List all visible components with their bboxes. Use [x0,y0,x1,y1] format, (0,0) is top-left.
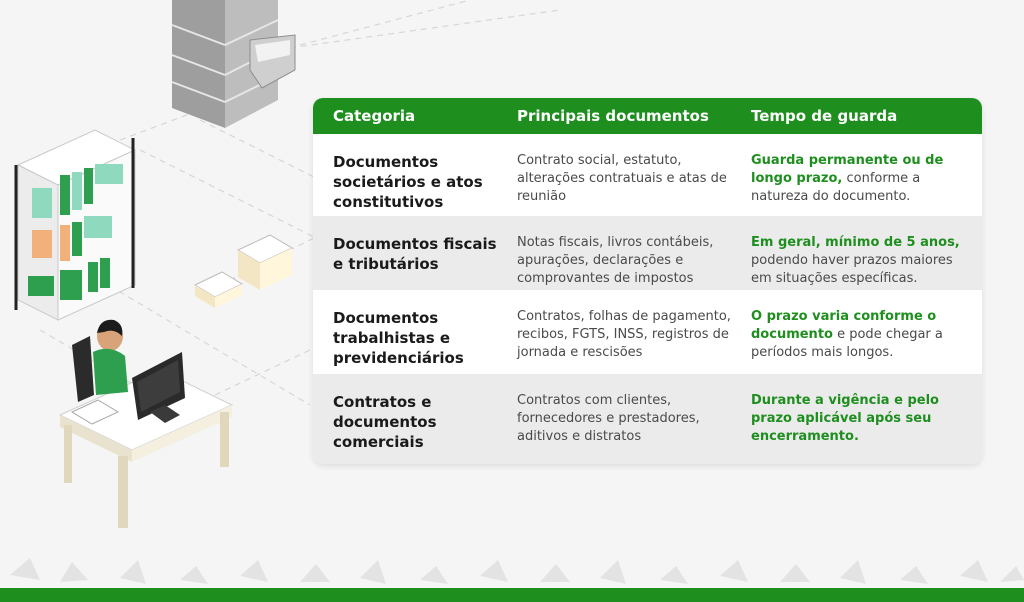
row-documentos: Contrato social, estatuto, alterações contratuais e atas de reunião [517,153,727,204]
tempo-destaque: Guarda permanente ou de longo prazo, [751,153,944,186]
row-categoria: Documentos fiscais e tributários [333,235,497,273]
tempo-destaque: Em geral, mínimo de 5 anos, [751,235,960,250]
header-tempo-de-guarda: Tempo de guarda [751,107,898,125]
filing-cabinet-icon [172,0,295,128]
tempo-destaque: Durante a vigência e pelo prazo aplicável após seu encerramento. [751,393,939,444]
tempo-resto: podendo haver prazos maiores em situações específicas. [751,253,953,286]
table-row [313,374,982,464]
tempo-destaque: O prazo varia conforme o documento [751,309,937,342]
row-tempo-de-guarda [751,308,976,362]
document-retention-table [313,98,982,464]
table-row [313,290,982,374]
table-row [313,216,982,290]
row-categoria: Documentos trabalhistas e previdenciários [333,309,464,367]
row-documentos: Contratos, folhas de pagamento, recibos, FGTS, INSS, registros de jornada e rescisões [517,309,731,360]
tempo-resto: conforme a natureza do documento. [751,171,921,204]
table-header [313,98,982,134]
row-tempo-de-guarda [751,152,976,206]
document-stack-icon [195,235,292,308]
row-documentos: Notas fiscais, livros contábeis, apurações, declarações e comprovantes de impostos [517,235,714,286]
row-categoria: Contratos e documentos comerciais [333,393,437,451]
person-at-desk-icon [60,320,232,528]
row-tempo-de-guarda [751,234,976,288]
row-documentos: Contratos com clientes, fornecedores e prestadores, aditivos e distratos [517,393,700,444]
header-principais-documentos: Principais documentos [517,107,709,125]
header-categoria: Categoria [333,107,416,125]
row-categoria: Documentos societários e atos constitutivos [333,153,483,211]
table-row [313,134,982,216]
row-tempo-de-guarda [751,392,976,446]
bookshelf-icon [16,130,135,320]
triangle-pattern [10,558,1024,584]
footer-green-bar [0,588,1024,602]
tempo-resto: e pode chegar a períodos mais longos. [751,327,943,360]
